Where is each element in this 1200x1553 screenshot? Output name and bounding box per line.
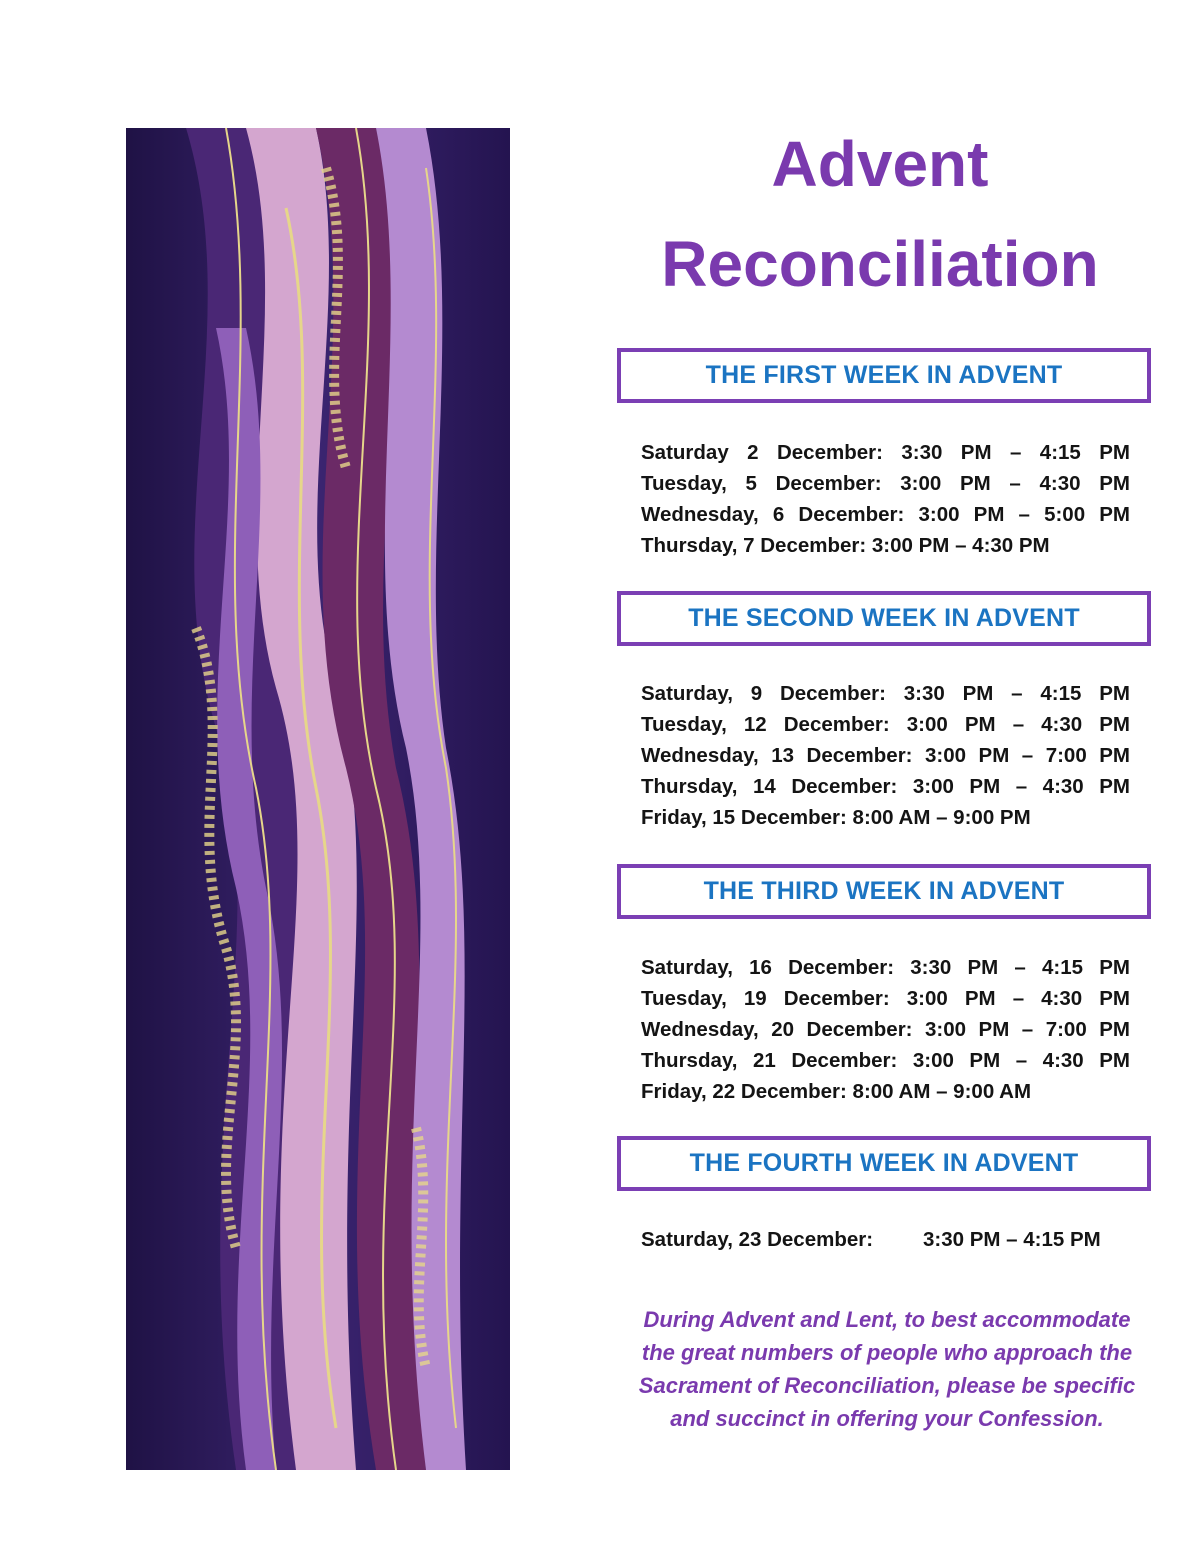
- schedule-row: Saturday, 16 December: 3:30 PM – 4:15 PM: [641, 956, 1130, 979]
- schedule-row: Tuesday, 19 December: 3:00 PM – 4:30 PM: [641, 987, 1130, 1010]
- schedule-row: Thursday, 7 December: 3:00 PM – 4:30 PM: [641, 534, 1050, 557]
- schedule-row: Thursday, 14 December: 3:00 PM – 4:30 PM: [641, 775, 1130, 798]
- week-2-schedule: [641, 678, 1130, 833]
- schedule-row: [641, 1224, 1130, 1255]
- schedule-row: Friday, 22 December: 8:00 AM – 9:00 AM: [641, 1080, 1032, 1103]
- schedule-time: 3:30 PM – 4:15 PM: [923, 1228, 1101, 1251]
- decorative-wave-artwork: [126, 128, 510, 1470]
- schedule-row: Tuesday, 12 December: 3:00 PM – 4:30 PM: [641, 713, 1130, 736]
- week-1-heading: THE FIRST WEEK IN ADVENT: [617, 348, 1151, 403]
- wave-pattern-graphic: [126, 128, 510, 1470]
- week-4-heading: THE FOURTH WEEK IN ADVENT: [617, 1136, 1151, 1191]
- schedule-row: Thursday, 21 December: 3:00 PM – 4:30 PM: [641, 1049, 1130, 1072]
- schedule-row: Friday, 15 December: 8:00 AM – 9:00 PM: [641, 806, 1031, 829]
- schedule-row: Wednesday, 6 December: 3:00 PM – 5:00 PM: [641, 503, 1130, 526]
- week-1-schedule: [641, 437, 1130, 561]
- week-3-schedule: [641, 952, 1130, 1107]
- week-4-schedule: [641, 1224, 1130, 1255]
- schedule-row: Saturday 2 December: 3:30 PM – 4:15 PM: [641, 441, 1130, 464]
- schedule-row: Wednesday, 20 December: 3:00 PM – 7:00 PM: [641, 1018, 1130, 1041]
- schedule-day: Saturday, 23 December:: [641, 1228, 874, 1251]
- title-line-2: Reconciliation: [661, 228, 1099, 300]
- title-line-1: Advent: [771, 128, 989, 200]
- week-3-heading: THE THIRD WEEK IN ADVENT: [617, 864, 1151, 919]
- week-2-heading: THE SECOND WEEK IN ADVENT: [617, 591, 1151, 646]
- schedule-row: Wednesday, 13 December: 3:00 PM – 7:00 PM: [641, 744, 1130, 767]
- schedule-row: Saturday, 9 December: 3:30 PM – 4:15 PM: [641, 682, 1130, 705]
- confession-note: During Advent and Lent, to best accommodate the great numbers of people who approach the Sacrament of Reconciliation, please be specific and succinct in offering your Confession.: [638, 1307, 1136, 1431]
- schedule-row: Tuesday, 5 December: 3:00 PM – 4:30 PM: [641, 472, 1130, 495]
